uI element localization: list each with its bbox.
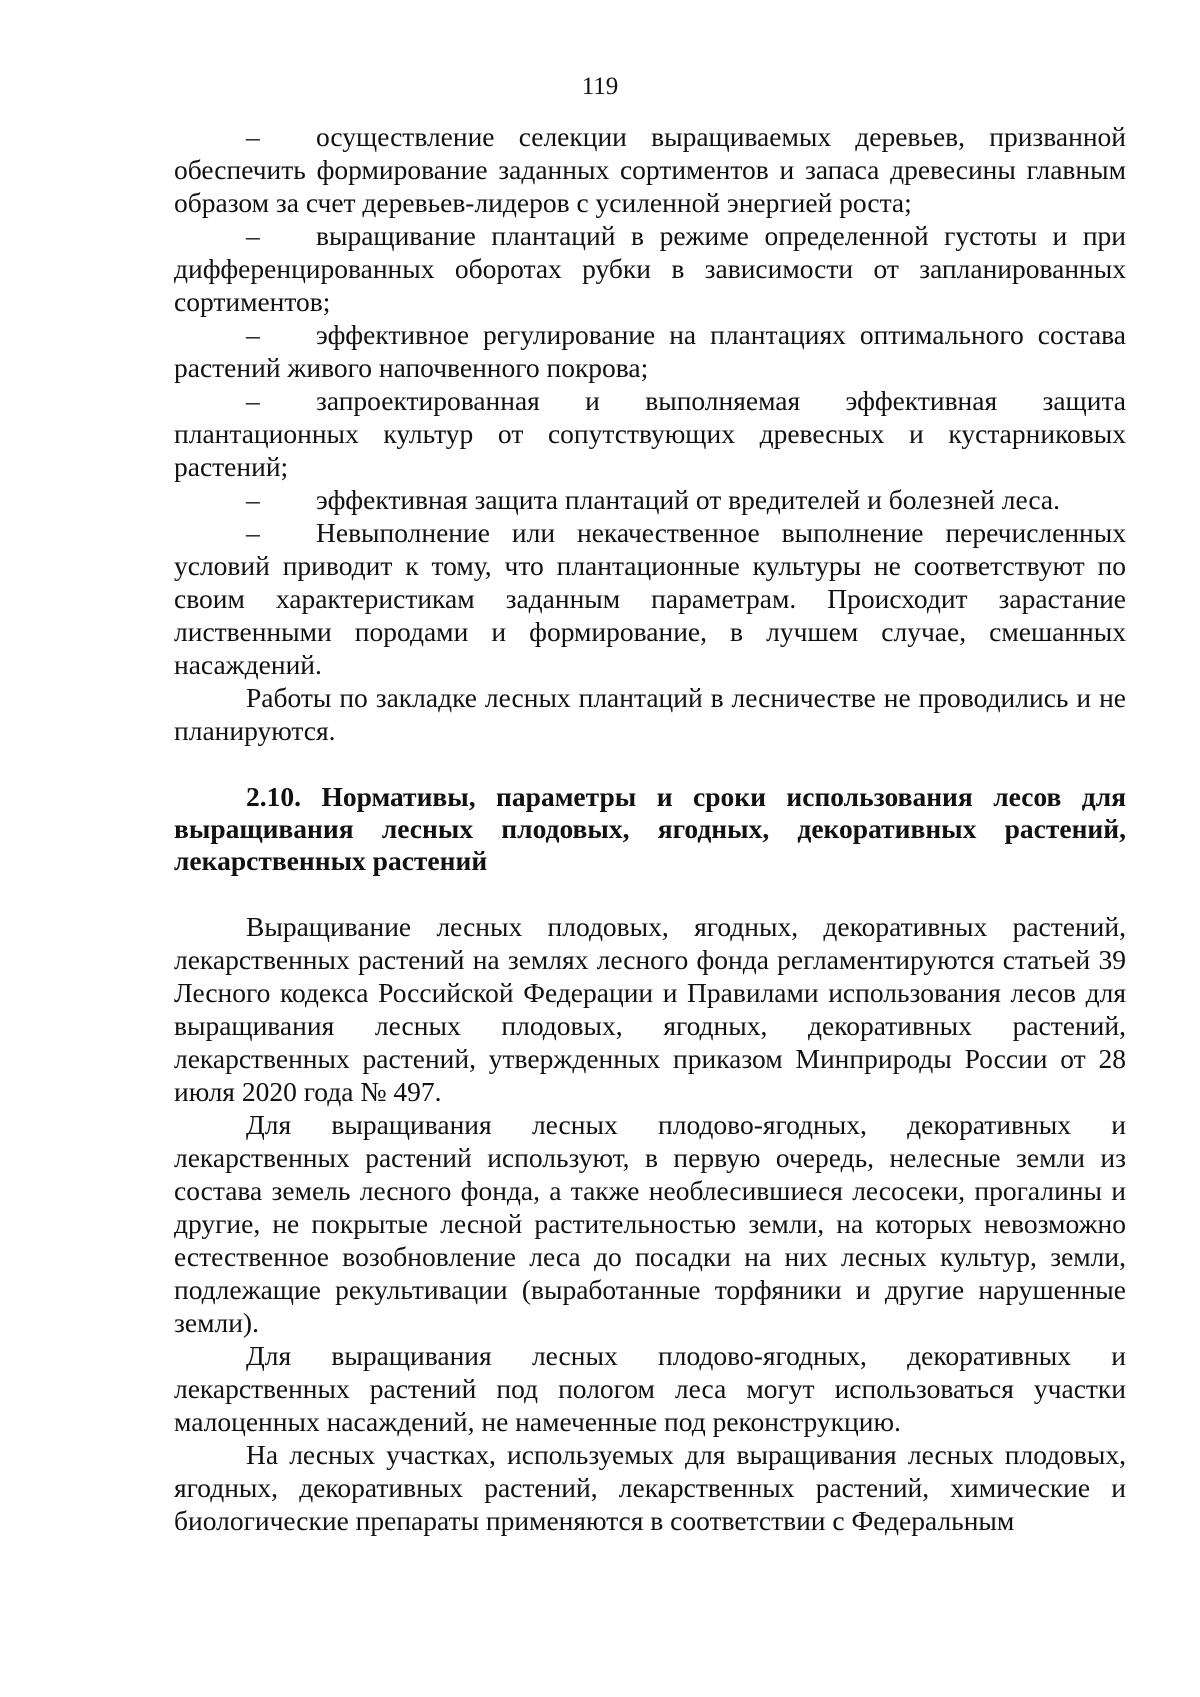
list-item [174,516,1126,681]
list-item [174,384,1126,483]
list-item-text: осуществление селекции выращиваемых деревьев, призванной обеспечить формирование заданных сортиментов и запаса древесины главным образом за счет деревьев-лидеров с усиленной энергией роста; [174,121,1126,218]
list-item [174,219,1126,318]
dash-marker: – [246,484,260,515]
dash-marker: – [246,517,260,548]
list-item-text: эффективная защита плантаций от вредителей и болезней леса. [316,484,1060,515]
list-item [174,318,1126,384]
page-number: 119 [581,73,619,100]
list-item [174,120,1126,219]
list-item-text: эффективное регулирование на плантациях оптимального состава растений живого напочвенного покрова; [174,319,1126,383]
section-heading: 2.10. Нормативы, параметры и сроки использования лесов для выращивания лесных плодовых, ягодных, декоративных растений, лекарственных растений [174,781,1126,876]
section-paragraph: Для выращивания лесных плодово-ягодных, декоративных и лекарственных растений используют, в первую очередь, нелесные земли из состава земель лесного фонда, а также необлесившиеся лесосеки, прогалины и другие, не покрытые лесной растительностью земли, на которых невозможно естественное возобновление леса до посадки на них лесных культур, земли, подлежащие рекультивации (выработанные торфяники и другие нарушенные земли). [174,1109,1126,1338]
dash-marker: – [246,220,260,251]
dash-marker: – [246,121,260,152]
section-paragraph: На лесных участках, используемых для выращивания лесных плодовых, ягодных, декоративных растений, лекарственных растений, химические и биологические препараты применяются в соответствии с Федеральным [174,1439,1126,1536]
paragraph-plantations: Работы по закладке лесных плантаций в лесничестве не проводились и не планируются. [174,682,1126,746]
page-content [174,120,1126,1537]
dash-marker: – [246,319,260,350]
list-item-text: запроектированная и выполняемая эффективная защита плантационных культур от сопутствующих древесных и кустарниковых растений; [174,385,1126,482]
dash-marker: – [246,385,260,416]
list-item [174,483,1126,516]
section-paragraph: Выращивание лесных плодовых, ягодных, декоративных растений, лекарственных растений на землях лесного фонда регламентируются статьей 39 Лесного кодекса Российской Федерации и Правилами использования лесов для выращивания лесных плодовых, ягодных, декоративных растений, лекарственных растений, утвержденных приказом Минприроды России от 28 июля 2020 года № 497. [174,911,1126,1107]
section-paragraph: Для выращивания лесных плодово-ягодных, декоративных и лекарственных растений под пологом леса могут использоваться участки малоценных насаждений, не намеченные под реконструкцию. [174,1340,1126,1437]
list-item-text: выращивание плантаций в режиме определенной густоты и при дифференцированных оборотах рубки в зависимости от запланированных сортиментов; [174,220,1126,317]
list-item-text: Невыполнение или некачественное выполнение перечисленных условий приводит к тому, что плантационные культуры не соответствуют по своим характеристикам заданным параметрам. Происходит зарастание лиственными породами и формирование, в лучшем случае, смешанных насаждений. [174,517,1126,680]
